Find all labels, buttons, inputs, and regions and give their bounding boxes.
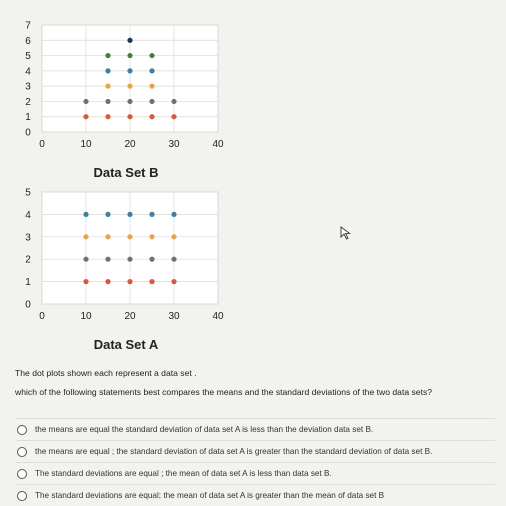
data-point: [127, 279, 132, 284]
data-point: [149, 84, 154, 89]
data-point: [149, 212, 154, 217]
data-point: [127, 38, 132, 43]
data-point: [171, 257, 176, 262]
data-point: [105, 279, 110, 284]
answer-option-label: the means are equal ; the standard deviation of data set A is greater than the standard deviation of data set B.: [35, 447, 433, 456]
data-point: [127, 114, 132, 119]
data-point: [171, 234, 176, 239]
answer-options: [15, 418, 495, 506]
data-point: [83, 212, 88, 217]
mouse-cursor-icon: [340, 226, 352, 240]
data-point: [83, 114, 88, 119]
data-point: [149, 68, 154, 73]
radio-button-icon[interactable]: [17, 447, 27, 457]
y-tick-label: 5: [25, 187, 31, 199]
x-tick-label: 10: [80, 139, 92, 150]
data-point: [149, 279, 154, 284]
data-point: [83, 279, 88, 284]
data-point: [83, 234, 88, 239]
x-tick-label: 20: [124, 311, 136, 322]
x-tick-label: 40: [212, 311, 224, 322]
chart-b-title: Data Set B: [93, 165, 159, 180]
radio-button-icon[interactable]: [17, 491, 27, 501]
data-point: [105, 257, 110, 262]
data-point: [83, 99, 88, 104]
x-tick-label: 30: [168, 139, 180, 150]
y-tick-label: 1: [25, 277, 31, 289]
answer-option-label: the means are equal the standard deviation of data set A is less than the deviation data set B.: [35, 425, 374, 434]
dot-plot-a: [0, 18, 240, 183]
data-point: [149, 53, 154, 58]
data-point: [127, 84, 132, 89]
y-tick-label: 6: [25, 35, 31, 47]
data-point: [105, 212, 110, 217]
x-tick-label: 0: [39, 311, 45, 322]
x-tick-label: 10: [80, 311, 92, 322]
data-point: [83, 257, 88, 262]
y-tick-label: 3: [25, 232, 31, 244]
data-point: [171, 114, 176, 119]
data-point: [149, 234, 154, 239]
answer-option-1[interactable]: [15, 418, 495, 440]
data-point: [171, 99, 176, 104]
x-tick-label: 40: [212, 139, 224, 150]
data-point: [127, 257, 132, 262]
data-point: [105, 68, 110, 73]
dot-plot-b: [0, 182, 240, 360]
answer-option-3[interactable]: [15, 462, 495, 484]
data-point: [105, 84, 110, 89]
data-point: [171, 279, 176, 284]
y-tick-label: 3: [25, 81, 31, 93]
dot-plot-a-svg: [0, 18, 240, 183]
radio-button-icon[interactable]: [17, 425, 27, 435]
y-tick-label: 2: [25, 254, 31, 266]
y-tick-label: 1: [25, 112, 31, 124]
x-tick-label: 0: [39, 139, 45, 150]
data-point: [149, 257, 154, 262]
y-tick-label: 4: [25, 209, 31, 221]
data-point: [105, 234, 110, 239]
data-point: [149, 114, 154, 119]
data-point: [105, 99, 110, 104]
y-tick-label: 4: [25, 66, 31, 78]
answer-option-2[interactable]: [15, 440, 495, 462]
dot-plot-b-svg: [0, 182, 240, 360]
data-point: [171, 212, 176, 217]
question-prompt: The dot plots shown each represent a data set .: [15, 368, 197, 378]
radio-button-icon[interactable]: [17, 469, 27, 479]
y-tick-label: 0: [25, 127, 31, 139]
y-tick-label: 0: [25, 299, 31, 311]
answer-option-label: The standard deviations are equal ; the mean of data set A is less than data set B.: [35, 469, 332, 478]
question-area: [15, 363, 495, 398]
question-text: which of the following statements best compares the means and the standard deviations of the two data sets?: [15, 387, 433, 397]
x-tick-label: 20: [124, 139, 136, 150]
y-tick-label: 2: [25, 96, 31, 108]
data-point: [105, 114, 110, 119]
x-tick-label: 30: [168, 311, 180, 322]
y-tick-label: 5: [25, 51, 31, 63]
data-point: [105, 53, 110, 58]
data-point: [127, 212, 132, 217]
data-point: [127, 68, 132, 73]
data-point: [127, 99, 132, 104]
answer-option-label: The standard deviations are equal; the mean of data set A is greater than the mean of data set B: [35, 491, 385, 500]
data-point: [127, 234, 132, 239]
y-tick-label: 7: [25, 20, 31, 32]
chart-title: Data Set A: [93, 337, 159, 352]
data-point: [127, 53, 132, 58]
data-point: [149, 99, 154, 104]
